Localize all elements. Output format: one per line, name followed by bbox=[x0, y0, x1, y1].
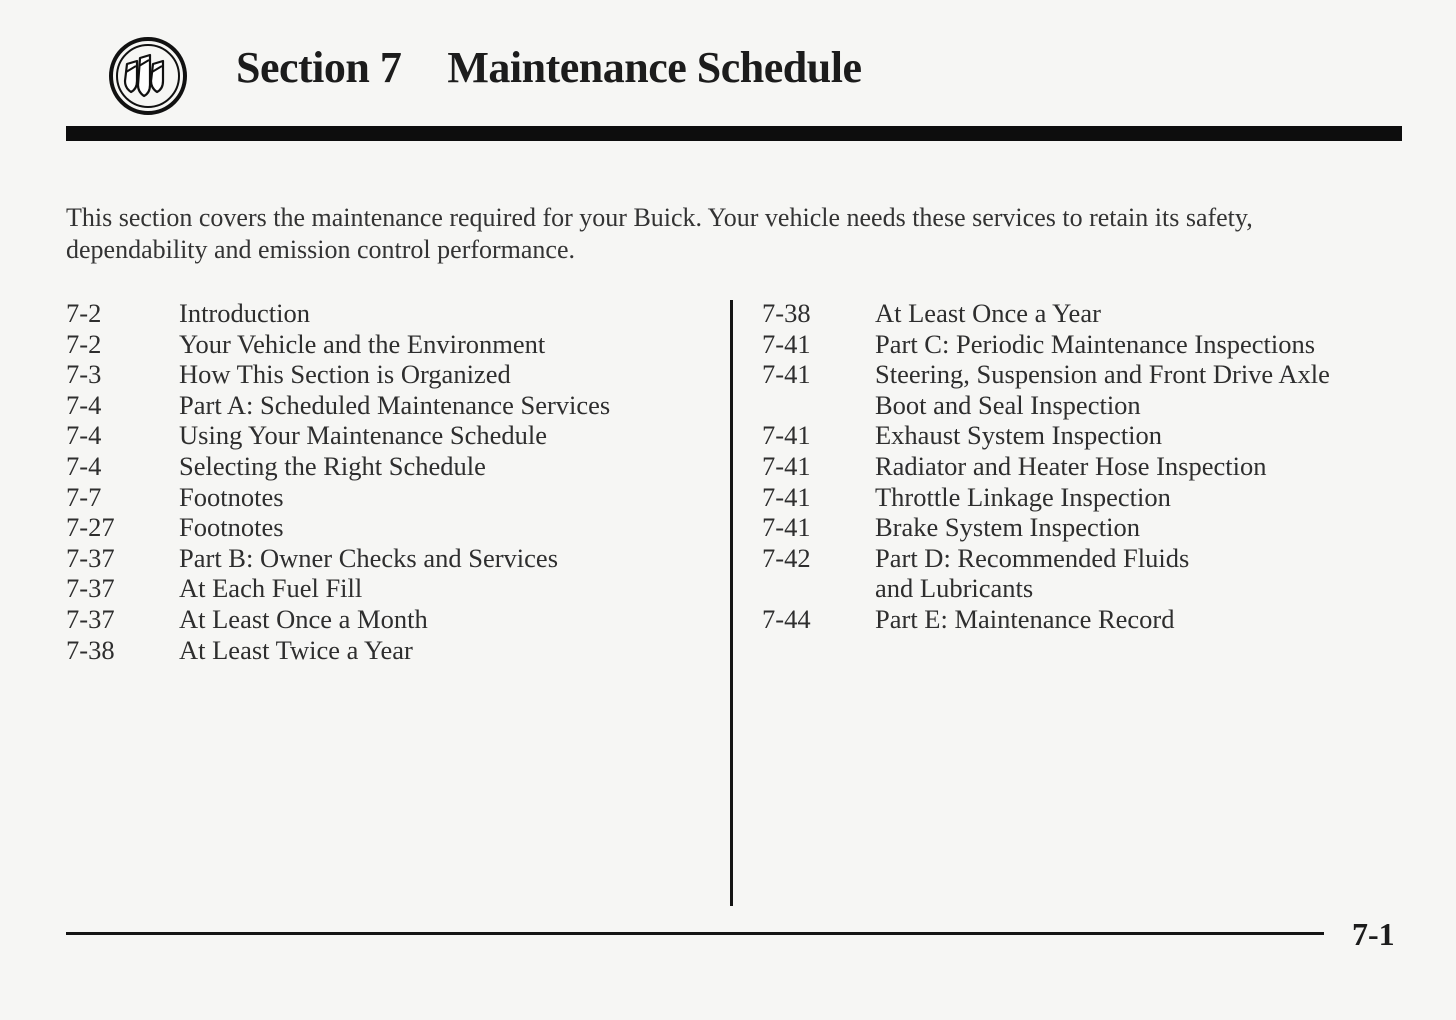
toc-entry-title: Part B: Owner Checks and Services bbox=[179, 542, 559, 573]
toc-entry[interactable] bbox=[66, 298, 610, 329]
toc-page-ref: 7-7 bbox=[66, 481, 102, 512]
section-title: Maintenance Schedule bbox=[447, 43, 862, 92]
page-number: 7-1 bbox=[1352, 916, 1395, 952]
toc-entry-title: Footnotes bbox=[179, 481, 284, 512]
toc-page-ref: 7-41 bbox=[762, 328, 811, 359]
toc-entry[interactable] bbox=[66, 482, 610, 513]
toc-entry[interactable] bbox=[762, 543, 1330, 604]
toc-page-ref: 7-2 bbox=[66, 298, 102, 328]
toc-entry[interactable] bbox=[762, 604, 1330, 635]
toc-entry-title: Part E: Maintenance Record bbox=[875, 603, 1175, 634]
toc-entry[interactable] bbox=[66, 635, 610, 666]
toc-entry[interactable] bbox=[762, 298, 1330, 329]
section-number: Section 7 bbox=[236, 43, 402, 92]
toc-entry[interactable] bbox=[66, 420, 610, 451]
toc-entry-title: Using Your Maintenance Schedule bbox=[179, 420, 547, 451]
column-divider bbox=[730, 300, 733, 906]
page-title bbox=[236, 42, 862, 93]
header-rule bbox=[66, 126, 1402, 141]
toc-entry-title: Brake System Inspection bbox=[875, 512, 1140, 543]
toc-entry[interactable] bbox=[66, 573, 610, 604]
toc-entry-title: Selecting the Right Schedule bbox=[179, 450, 486, 481]
toc-entry[interactable] bbox=[66, 604, 610, 635]
toc-entry[interactable] bbox=[66, 390, 610, 421]
toc-entry-title: Part C: Periodic Maintenance Inspections bbox=[875, 328, 1316, 359]
toc-page-ref: 7-42 bbox=[762, 542, 811, 573]
toc-page-ref: 7-4 bbox=[66, 420, 102, 451]
toc-page-ref: 7-3 bbox=[66, 359, 102, 390]
toc-page-ref: 7-2 bbox=[66, 328, 102, 359]
toc-entry[interactable] bbox=[762, 359, 1330, 420]
toc-entry[interactable] bbox=[66, 359, 610, 390]
toc-page-ref: 7-41 bbox=[762, 420, 811, 451]
toc-entry-title: Part D: Recommended Fluids and Lubricants bbox=[875, 542, 1190, 604]
toc-page-ref: 7-4 bbox=[66, 450, 102, 481]
toc-right-column bbox=[762, 298, 1330, 635]
toc-entry-title: Radiator and Heater Hose Inspection bbox=[875, 450, 1267, 481]
toc-entry[interactable] bbox=[66, 543, 610, 574]
toc-page-ref: 7-27 bbox=[66, 512, 115, 543]
toc-entry-title: Exhaust System Inspection bbox=[875, 420, 1163, 451]
toc-left-column bbox=[66, 298, 610, 665]
intro-paragraph: This section covers the maintenance required for your Buick. Your vehicle needs these services to retain its safety, dependability and emission control performance. bbox=[66, 203, 1253, 264]
toc-entry[interactable] bbox=[66, 329, 610, 360]
toc-page-ref: 7-38 bbox=[762, 298, 811, 328]
toc-page-ref: 7-4 bbox=[66, 389, 102, 420]
toc-page-ref: 7-41 bbox=[762, 512, 811, 543]
toc-page-ref: 7-41 bbox=[762, 450, 811, 481]
toc-page-ref: 7-37 bbox=[66, 603, 115, 634]
toc-page-ref: 7-37 bbox=[66, 542, 115, 573]
toc-page-ref: 7-44 bbox=[762, 603, 811, 634]
toc-page-ref: 7-37 bbox=[66, 573, 115, 604]
toc-entry[interactable] bbox=[762, 420, 1330, 451]
toc-entry[interactable] bbox=[762, 482, 1330, 513]
toc-page-ref: 7-41 bbox=[762, 481, 811, 512]
toc-page-ref: 7-38 bbox=[66, 634, 115, 665]
toc-entry[interactable] bbox=[66, 451, 610, 482]
toc-entry-title: How This Section is Organized bbox=[179, 359, 511, 390]
toc-page-ref: 7-41 bbox=[762, 359, 811, 390]
toc-entry-title: Throttle Linkage Inspection bbox=[875, 481, 1171, 512]
toc-entry-title: At Least Once a Year bbox=[875, 298, 1101, 328]
toc-entry-title: At Least Twice a Year bbox=[179, 634, 413, 665]
toc-entry-title: At Least Once a Month bbox=[179, 603, 428, 634]
toc-entry-title: Part A: Scheduled Maintenance Services bbox=[179, 389, 611, 420]
toc-entry[interactable] bbox=[66, 512, 610, 543]
toc-entry-title: Your Vehicle and the Environment bbox=[179, 328, 546, 359]
toc-entry[interactable] bbox=[762, 512, 1330, 543]
toc-entry-title: Introduction bbox=[179, 298, 310, 328]
toc-entry-title: Steering, Suspension and Front Drive Axle Boot and Seal Inspection bbox=[875, 359, 1330, 420]
toc-entry[interactable] bbox=[762, 451, 1330, 482]
footer-rule bbox=[66, 932, 1324, 935]
toc-entry-title: Footnotes bbox=[179, 512, 284, 543]
toc-entry[interactable] bbox=[762, 329, 1330, 360]
buick-tri-shield-icon bbox=[108, 36, 188, 116]
toc-entry-title: At Each Fuel Fill bbox=[179, 573, 363, 604]
